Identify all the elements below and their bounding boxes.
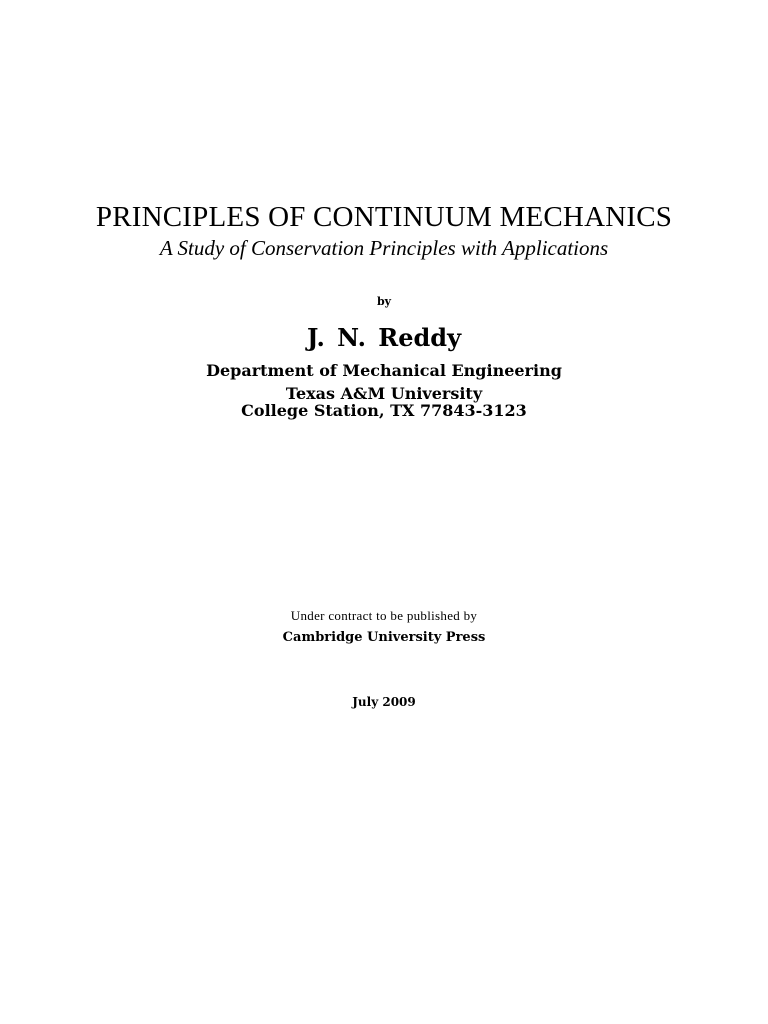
author-name: J. N. Reddy — [306, 323, 462, 352]
publication-note: Under contract to be published by — [290, 608, 478, 623]
publisher-name: Cambridge University Press — [282, 630, 486, 645]
author-university: Texas A&M University — [285, 384, 483, 403]
book-subtitle: A Study of Conservation Principles with Applications — [159, 236, 609, 260]
author-department: Department of Mechanical Engineering — [206, 361, 562, 380]
by-label: by — [376, 295, 392, 308]
book-title: PRINCIPLES OF CONTINUUM MECHANICS — [95, 201, 673, 233]
author-address: College Station, TX 77843-3123 — [241, 401, 527, 420]
publication-date: July 2009 — [352, 695, 416, 709]
